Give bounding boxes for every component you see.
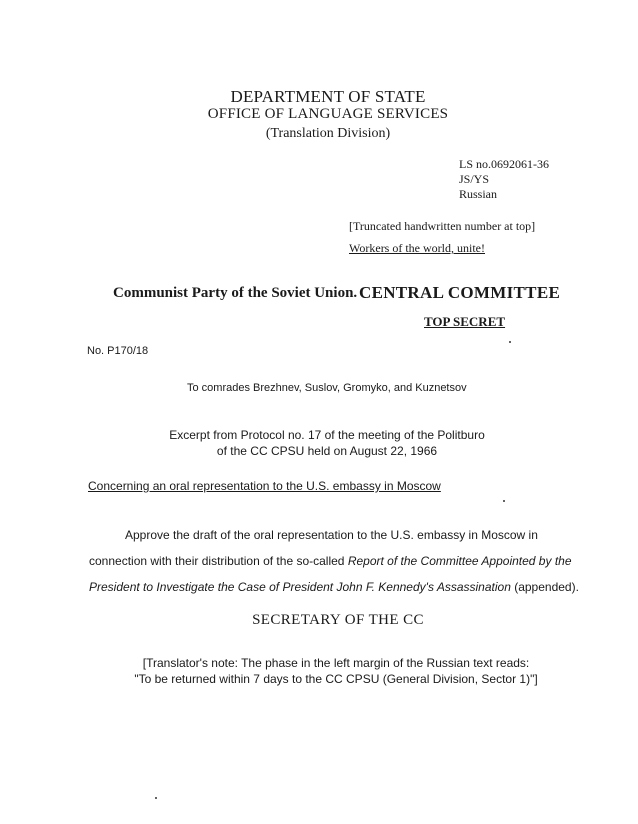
excerpt-line-1: Excerpt from Protocol no. 17 of the meeting of the Politburo: [169, 428, 485, 442]
ls-number: LS no.0692061-36: [459, 157, 549, 171]
truncated-number-note: [Truncated handwritten number at top]: [349, 219, 536, 233]
translator-note-line-1: [Translator's note: The phase in the left margin of the Russian text reads:: [142, 656, 530, 670]
committee-title: CENTRAL COMMITTEE: [359, 283, 561, 302]
addressees: To comrades Brezhnev, Suslov, Gromyko, and Kuznetsov: [187, 382, 467, 394]
division-heading: (Translation Division): [265, 126, 391, 141]
source-language: Russian: [459, 187, 498, 201]
classification-label: TOP SECRET: [424, 314, 506, 329]
translator-note-line-2: "To be returned within 7 days to the CC CPSU (General Division, Sector 1)"]: [134, 672, 538, 686]
document-number: No. P170/18: [87, 345, 149, 357]
scan-speck: [503, 500, 505, 502]
department-heading: DEPARTMENT OF STATE: [230, 87, 426, 106]
resolution-text-part-2: (appended).: [510, 580, 579, 594]
translator-initials: JS/YS: [459, 172, 490, 186]
party-title: Communist Party of the Soviet Union.: [113, 285, 358, 301]
scan-speck: [509, 341, 511, 343]
translator-note: [0, 655, 638, 687]
excerpt-line-2: of the CC CPSU held on August 22, 1966: [216, 444, 438, 458]
motto: Workers of the world, unite!: [349, 241, 485, 255]
office-heading: OFFICE OF LANGUAGE SERVICES: [207, 106, 449, 122]
subject-line: Concerning an oral representation to the U.S. embassy in Moscow: [88, 479, 441, 493]
scan-speck: [155, 797, 157, 799]
report-title: Report of the Committee Appointed by the President to Investigate the Case of President John F. Kennedy's Assassination: [89, 554, 572, 594]
resolution-text-part-1: Approve the draft of the oral representation to the U.S. embassy in Moscow in connection with their distribution of the so-called: [89, 528, 538, 568]
signature-block: SECRETARY OF THE CC: [252, 612, 424, 628]
resolution-paragraph: [89, 522, 589, 600]
excerpt-block: [162, 427, 492, 459]
